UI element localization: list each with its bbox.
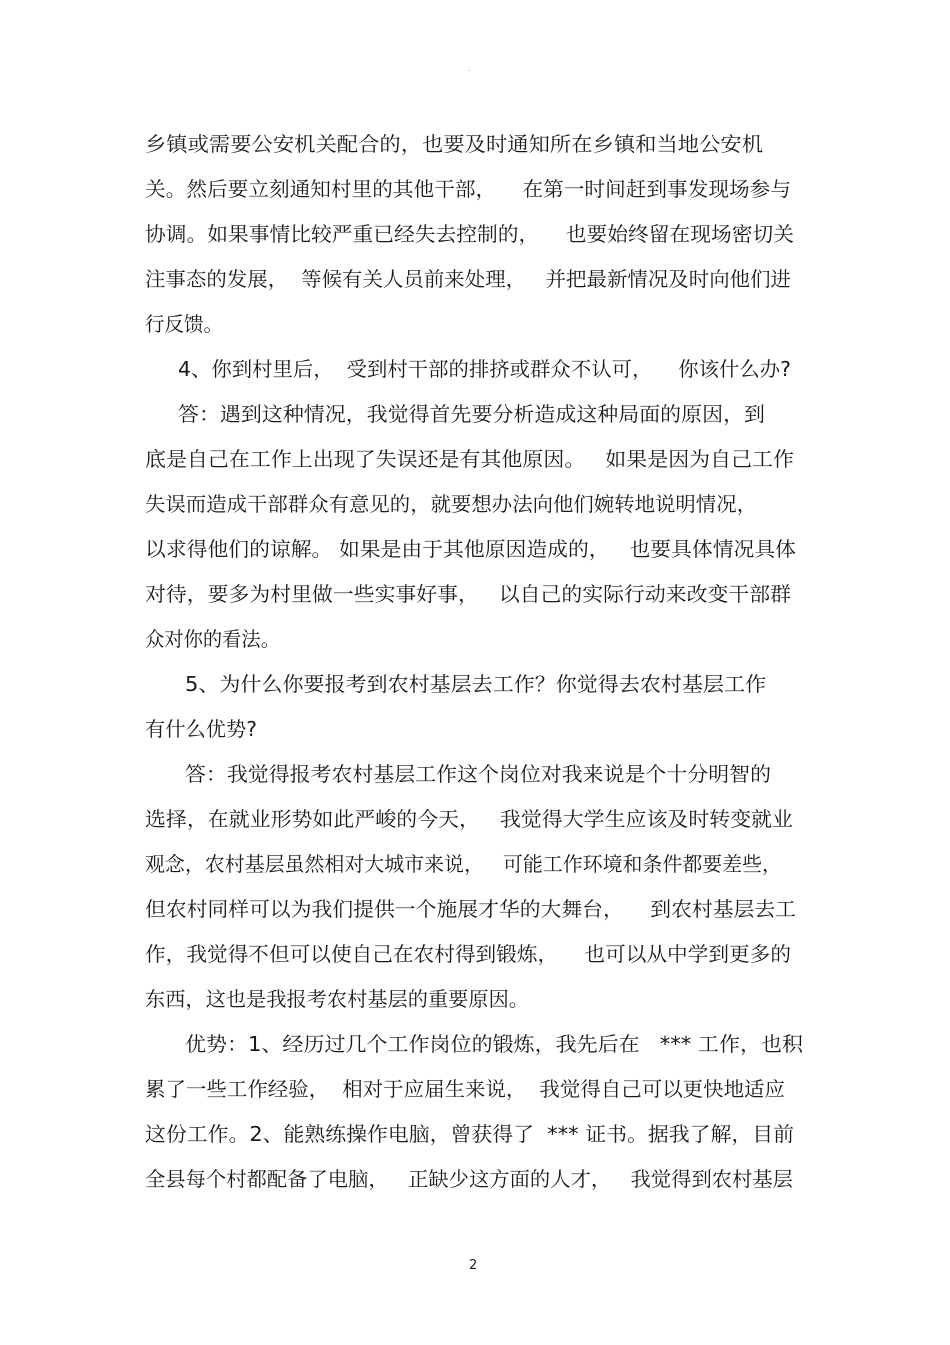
text-line: 对待，要多为村里做一些实事好事， 以自己的实际行动来改变干部群 [145, 582, 791, 606]
text-line: 注事态的发展， 等候有关人员前来处理， 并把最新情况及时向他们进 [145, 267, 791, 291]
page-number: 2 [469, 1258, 478, 1273]
text-line: 答：我觉得报考农村基层工作这个岗位对我来说是个十分明智的 [185, 762, 771, 786]
text-line: 累了一些工作经验， 相对于应届生来说， 我觉得自己可以更快地适应 [145, 1077, 785, 1101]
text-line: 4、你到村里后， 受到村干部的排挤或群众不认可， 你该什么办? [178, 357, 791, 381]
text-line: 答：遇到这种情况，我觉得首先要分析造成这种局面的原因，到 [178, 402, 765, 426]
text-line: 选择，在就业形势如此严峻的今天， 我觉得大学生应该及时转变就业 [145, 807, 793, 831]
text-line: 优势：1、经历过几个工作岗位的锻炼，我先后在 *** 工作，也积 [185, 1032, 803, 1056]
text-line: 作，我觉得不但可以使自己在农村得到锻炼， 也可以从中学到更多的 [145, 942, 791, 966]
top-mark: . [468, 64, 471, 74]
text-line: 5、为什么你要报考到农村基层去工作？你觉得去农村基层工作 [185, 672, 766, 696]
text-line: 观念，农村基层虽然相对大城市来说， 可能工作环境和条件都要差些， [145, 852, 782, 876]
text-line: 关。然后要立刻通知村里的其他干部， 在第一时间赶到事发现场参与 [145, 177, 791, 201]
text-line: 东西，这也是我报考农村基层的重要原因。 [145, 987, 529, 1011]
text-line: 众对你的看法。 [145, 627, 280, 651]
text-line: 这份工作。2、能熟练操作电脑，曾获得了 *** 证书。据我了解，目前 [145, 1122, 794, 1146]
text-line: 行反馈。 [145, 312, 223, 336]
text-line: 协调。如果事情比较严重已经失去控制的， 也要始终留在现场密切关 [145, 222, 794, 246]
text-line: 以求得他们的谅解。 如果是由于其他原因造成的， 也要具体情况具体 [145, 537, 796, 561]
text-line: 失误而造成干部群众有意见的，就要想办法向他们婉转地说明情况， [145, 492, 757, 516]
text-line: 但农村同样可以为我们提供一个施展才华的大舞台， 到农村基层去工 [145, 897, 796, 921]
text-line: 乡镇或需要公安机关配合的，也要及时通知所在乡镇和当地公安机 [145, 132, 763, 156]
text-line: 底是自己在工作上出现了失误还是有其他原因。 如果是因为自己工作 [145, 447, 794, 471]
text-line: 有什么优势? [145, 717, 257, 741]
text-line: 全县每个村都配备了电脑， 正缺少这方面的人才， 我觉得到农村基层 [145, 1167, 793, 1191]
